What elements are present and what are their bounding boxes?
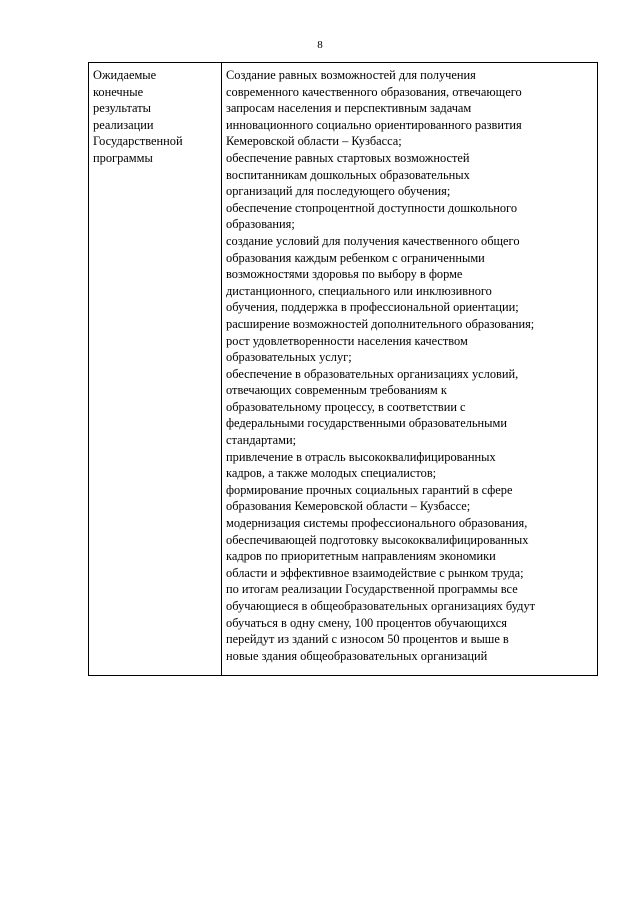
results-table: [88, 62, 598, 676]
text-line: обучения, поддержка в профессиональной ориентации;: [226, 300, 519, 315]
row-content-cell: [222, 63, 598, 676]
text-line: обеспечивающей подготовку высококвалифицированных: [226, 532, 529, 547]
text-line: кадров, а также молодых специалистов;: [226, 466, 437, 481]
text-line: воспитанникам дошкольных образовательных: [226, 167, 470, 182]
row-content-text: [226, 67, 593, 664]
text-line: привлечение в отрасль высококвалифицированных: [226, 449, 496, 464]
row-label-cell: [89, 63, 222, 676]
text-line: кадров по приоритетным направлениям экономики: [226, 549, 496, 564]
text-line: формирование прочных социальных гарантий в сфере: [226, 482, 513, 497]
text-line: перейдут из зданий с износом 50 процентов и выше в: [226, 632, 509, 647]
row-label-text: [93, 67, 217, 167]
text-line: обеспечение стопроцентной доступности дошкольного: [226, 200, 518, 215]
text-line: Ожидаемые: [93, 68, 157, 82]
text-line: современного качественного образования, отвечающего: [226, 84, 522, 99]
text-line: обеспечение равных стартовых возможностей: [226, 150, 470, 165]
text-line: обеспечение в образовательных организациях условий,: [226, 366, 519, 381]
text-line: инновационного социально ориентированного развития: [226, 117, 522, 132]
text-line: конечные: [93, 84, 144, 99]
page-number: 8: [317, 39, 323, 51]
table-row: [89, 63, 598, 676]
text-line: образования Кемеровской области – Кузбассе;: [226, 499, 471, 514]
text-line: реализации: [93, 117, 154, 132]
text-line: рост удовлетворенности населения качеством: [226, 333, 468, 348]
text-line: образования каждым ребенком с ограниченными: [226, 250, 485, 265]
text-line: образования;: [226, 217, 295, 232]
text-line: новые здания общеобразовательных организаций: [226, 648, 488, 663]
text-line: возможностями здоровья по выбору в форме: [226, 267, 463, 282]
text-line: Создание равных возможностей для получения: [226, 68, 476, 82]
text-line: организаций для последующего обучения;: [226, 184, 451, 199]
text-line: дистанционного, специального или инклюзивного: [226, 283, 492, 298]
text-line: расширение возможностей дополнительного образования;: [226, 316, 535, 331]
text-line: отвечающих современным требованиям к: [226, 383, 447, 398]
text-line: создание условий для получения качественного общего: [226, 233, 520, 248]
text-line: образовательных услуг;: [226, 350, 352, 365]
text-line: обучаться в одну смену, 100 процентов обучающихся: [226, 615, 507, 630]
text-line: образовательному процессу, в соответствии с: [226, 399, 466, 414]
text-line: результаты: [93, 101, 151, 116]
text-line: области и эффективное взаимодействие с рынком труда;: [226, 565, 524, 580]
text-line: обучающиеся в общеобразовательных организациях будут: [226, 599, 536, 613]
text-line: федеральными государственными образовательными: [226, 416, 507, 431]
text-line: модернизация системы профессионального образования,: [226, 516, 528, 531]
text-line: Кемеровской области – Кузбасса;: [226, 134, 402, 149]
text-line: запросам населения и перспективным задачам: [226, 101, 472, 116]
text-line: стандартами;: [226, 433, 297, 448]
text-line: по итогам реализации Государственной программы все: [226, 582, 518, 597]
text-line: программы: [93, 150, 153, 165]
text-line: Государственной: [93, 134, 183, 149]
